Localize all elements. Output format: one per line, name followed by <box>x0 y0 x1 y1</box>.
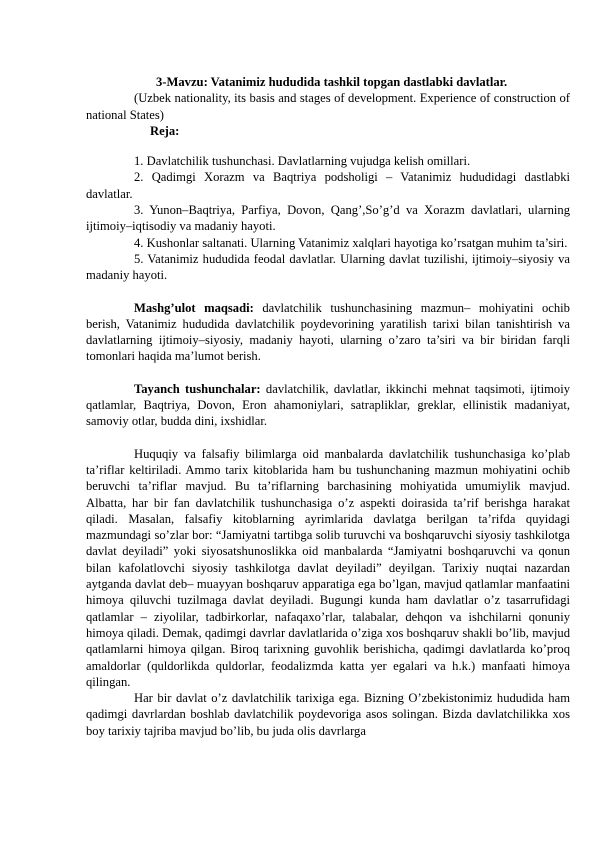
spacer <box>86 430 570 446</box>
goal-paragraph <box>86 300 570 365</box>
keywords-label: Tayanch tushunchalar: <box>134 381 261 396</box>
keywords-text: davlatchilik, davlatlar, ikkinchi mehnat taqsimoti, ijtimoiy qatlamlar, Baqtriya, Dovon, Eron ahamoniylari, satrapliklar, greklar, ellinistik madaniyat, samoviy otlar, budda dini, ixshidlar. <box>86 381 570 429</box>
body-paragraph: Har bir davlat o’z davlatchilik tarixiga ega. Bizning O’zbekistonimiz hududida ham qadimgi davrlardan boshlab davlatchilik poydevoriga asos solingan. Bizda davlatchilikka xos boy tarixiy tajriba mavjud bo’lib, bu juda olis davrlarga <box>86 691 570 738</box>
goal-text: davlatchilik tushunchasining mazmun– mohiyatini ochib berish, Vatanimiz hududida davlatchilik poydevorining yaratilish tarixi bilan tanishtirish va davlatlarning ijtimoiy–siyosiy, madaniy hayoti, ularning o’zaro ta’siri va bir biridan farqli tomonlari haqida ma’lumot berish. <box>86 300 570 364</box>
keywords-paragraph <box>86 381 570 430</box>
document-body <box>86 74 570 739</box>
page-title: 3-Mavzu: Vatanimiz hududida tashkil topgan dastlabki davlatlar. <box>156 75 508 89</box>
spacer <box>86 365 570 381</box>
plan-item: 3. Yunon–Baqtriya, Parfiya, Dovon, Qang’,So’g’d va Xorazm davlatlari, ularning ijtimoiy–iqtisodiy va madaniy hayoti. <box>86 203 570 234</box>
plan-item: 5. Vatanimiz hududida feodal davlatlar. Ularning davlat tuzilishi, ijtimoiy–siyosiy va madaniy hayoti. <box>86 251 570 283</box>
spacer <box>86 139 570 153</box>
plan-heading: Reja: <box>150 123 180 138</box>
plan-item: 1. Davlatchilik tushunchasi. Davlatlarning vujudga kelish omillari. <box>134 154 471 169</box>
plan-item: 4. Kushonlar saltanati. Ularning Vatanimiz xalqlari hayotiga ko’rsatgan muhim ta’siri. <box>134 235 568 250</box>
spacer <box>86 284 570 300</box>
plan-item: 2. Qadimgi Xorazm va Baqtriya podsholigi – Vatanimiz hududidagi dastlabki davlatlar. <box>86 170 570 201</box>
body-paragraph: Huquqiy va falsafiy bilimlarga oid manbalarda davlatchilik tushunchasiga ko’plab ta’riflar keltiriladi. Ammo tarix kitoblarida ham bu tushunchaning mazmun mohiyatini ochib beruvchi ta’riflar mavjud. Bu ta’riflarning barchasining mohiyatida umumiylik mavjud. Albatta, har bir fan davlatchilik tushunchasiga o’z aspekti doirasida ta’rif berishga harakat qiladi. Masalan, falsafiy kitoblarning ayrimlarida davlatga berilgan ta’rifda quyidagi mazmundagi so’zlar bor: “Jamiyatni tartibga solib turuvchi va boshqaruvchi siyosiy tashkilotga davlat deyiladi” yoki siyosatshunoslikka oid manbalarda “Jamiyatni boshqaruvchi va qonun bilan kafolatlovchi siyosiy tashkilotga davlat deyiladi” deyilgan. Tarixiy nuqtai nazardan aytganda davlat deb– muayyan boshqaruv apparatiga ega bo’lgan, mavjud qatlamlar manfaatini himoya qiluvchi tuzilmaga davlat deyiladi. Bugungi kunda ham davlatlar o’z tasarrufidagi qatlamlar – ziyolilar, tadbirkorlar, nafaqaxo’rlar, talabalar, dehqon va ishchilarni qonuniy himoya qiladi. Demak, qadimgi davrlar davlatlarida o’ziga xos boshqaruv shakli bo’lib, mavjud qatlamlarni himoya qilgan. Biroq tarixning guvohlik berishicha, qadimgi davlatlarda ko’proq amaldorlar (quldorlikda quldorlar, feodalizmda katta yer egalari va h.k.) manfaati himoya qilingan. <box>86 446 570 689</box>
subtitle: (Uzbek nationality, its basis and stages of development. Experience of construction of national States) <box>86 91 570 122</box>
plan-list <box>86 153 570 283</box>
goal-label: Mashg’ulot maqsadi: <box>134 300 254 315</box>
